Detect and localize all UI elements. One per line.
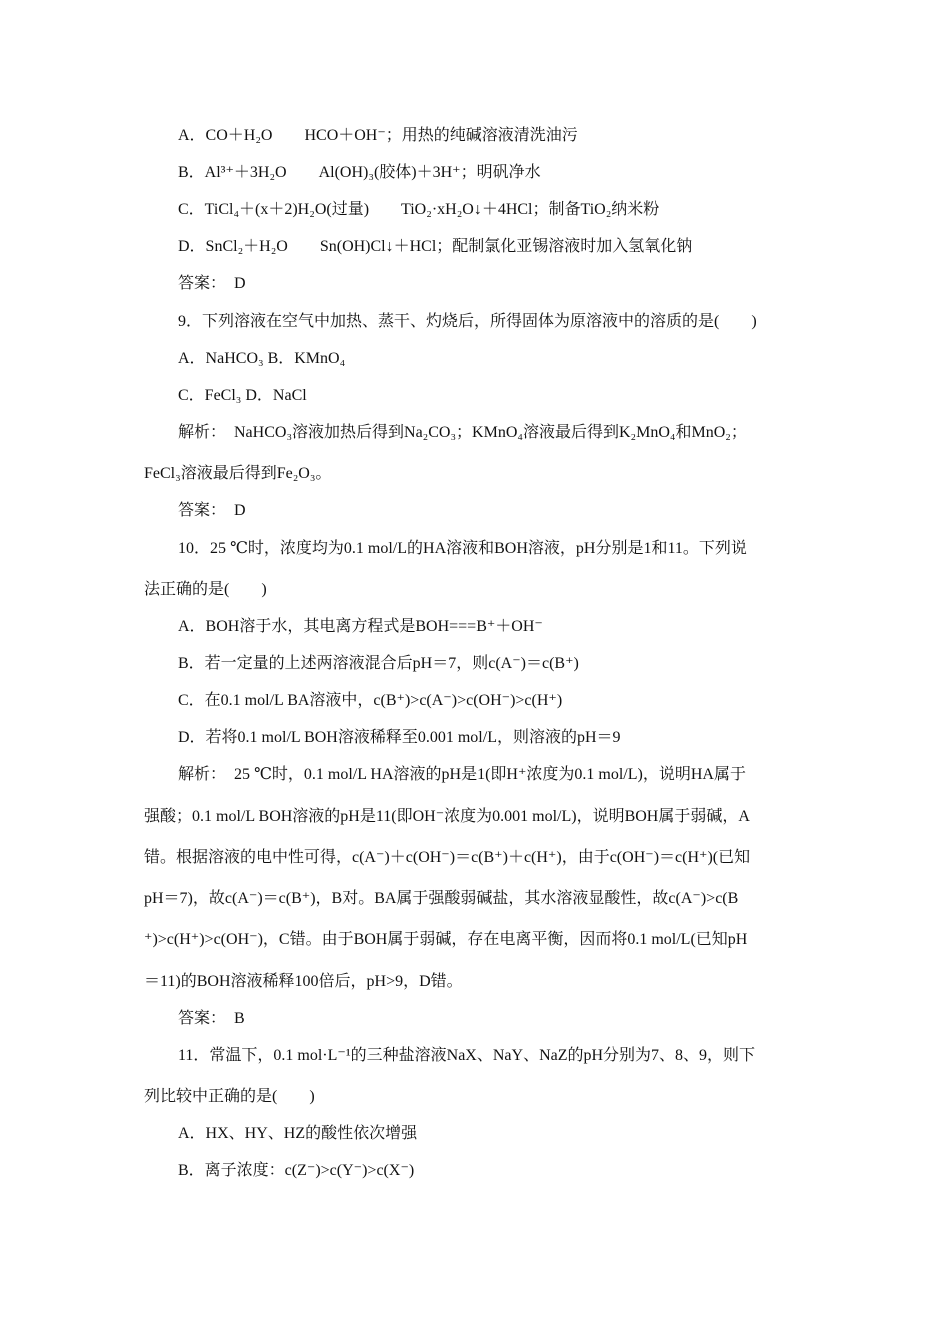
analysis-10-line4: pH＝7)，故c(A⁻)＝c(B⁺)，B对。BA属于强酸弱碱盐，其水溶液显酸性，故c(A⁻)>c(B bbox=[144, 890, 739, 907]
analysis-10-line5: ⁺)>c(H⁺)>c(OH⁻)，C错。由于BOH属于弱碱，存在电离平衡，因而将0.1 mol/L(已知pH bbox=[144, 931, 748, 948]
option-10b: B．若一定量的上述两溶液混合后pH＝7，则c(A⁻)＝c(B⁺) bbox=[178, 655, 579, 672]
analysis-9-line1: 解析： NaHCO₃溶液加热后得到Na₂CO₃；KMnO₄溶液最后得到K₂MnO₄和MnO₂； bbox=[178, 424, 747, 441]
option-8c: C．TiCl₄＋(x＋2)H₂O(过量) TiO₂·xH₂O↓＋4HCl；制备TiO₂纳米粉 bbox=[178, 201, 660, 218]
answer-9: 答案： D bbox=[178, 502, 246, 519]
option-8b: B．Al³⁺＋3H₂O Al(OH)₃(胶体)＋3H⁺；明矾净水 bbox=[178, 164, 541, 181]
question-9: 9．下列溶液在空气中加热、蒸干、灼烧后，所得固体为原溶液中的溶质的是( ) bbox=[178, 313, 757, 330]
question-10-line2: 法正确的是( ) bbox=[144, 581, 267, 598]
analysis-10-line2: 强酸；0.1 mol/L BOH溶液的pH是11(即OH⁻浓度为0.001 mol/L)，说明BOH属于弱碱，A bbox=[144, 808, 750, 825]
option-10c: C．在0.1 mol/L BA溶液中，c(B⁺)>c(A⁻)>c(OH⁻)>c(H⁺) bbox=[178, 692, 563, 709]
analysis-10-line1: 解析： 25 ℃时，0.1 mol/L HA溶液的pH是1(即H⁺浓度为0.1 mol/L)，说明HA属于 bbox=[178, 766, 746, 783]
question-11-line2: 列比较中正确的是( ) bbox=[144, 1088, 315, 1105]
answer-8: 答案： D bbox=[178, 275, 246, 292]
option-8d: D．SnCl₂＋H₂O Sn(OH)Cl↓＋HCl；配制氯化亚锡溶液时加入氢氧化钠 bbox=[178, 238, 693, 255]
answer-10: 答案： B bbox=[178, 1010, 245, 1027]
option-11b: B．离子浓度：c(Z⁻)>c(Y⁻)>c(X⁻) bbox=[178, 1162, 415, 1179]
option-11a: A．HX、HY、HZ的酸性依次增强 bbox=[178, 1125, 418, 1142]
options-9ab: A．NaHCO₃ B．KMnO₄ bbox=[178, 350, 346, 367]
question-10-line1: 10．25 ℃时，浓度均为0.1 mol/L的HA溶液和BOH溶液，pH分别是1和11。下列说 bbox=[178, 540, 747, 557]
option-10d: D．若将0.1 mol/L BOH溶液稀释至0.001 mol/L，则溶液的pH＝9 bbox=[178, 729, 621, 746]
analysis-9-line2: FeCl₃溶液最后得到Fe₂O₃。 bbox=[144, 465, 332, 482]
question-11-line1: 11．常温下，0.1 mol·L⁻¹的三种盐溶液NaX、NaY、NaZ的pH分别为7、8、9，则下 bbox=[178, 1047, 756, 1064]
option-8a: A．CO＋H₂O HCO＋OH⁻；用热的纯碱溶液清洗油污 bbox=[178, 127, 578, 144]
analysis-10-line3: 错。根据溶液的电中性可得，c(A⁻)＋c(OH⁻)＝c(B⁺)＋c(H⁺)，由于c(OH⁻)＝c(H⁺)(已知 bbox=[144, 849, 751, 866]
options-9cd: C．FeCl₃ D．NaCl bbox=[178, 387, 307, 404]
analysis-10-line6: ＝11)的BOH溶液稀释100倍后，pH>9，D错。 bbox=[144, 973, 463, 990]
option-10a: A．BOH溶于水，其电离方程式是BOH===B⁺＋OH⁻ bbox=[178, 618, 543, 635]
